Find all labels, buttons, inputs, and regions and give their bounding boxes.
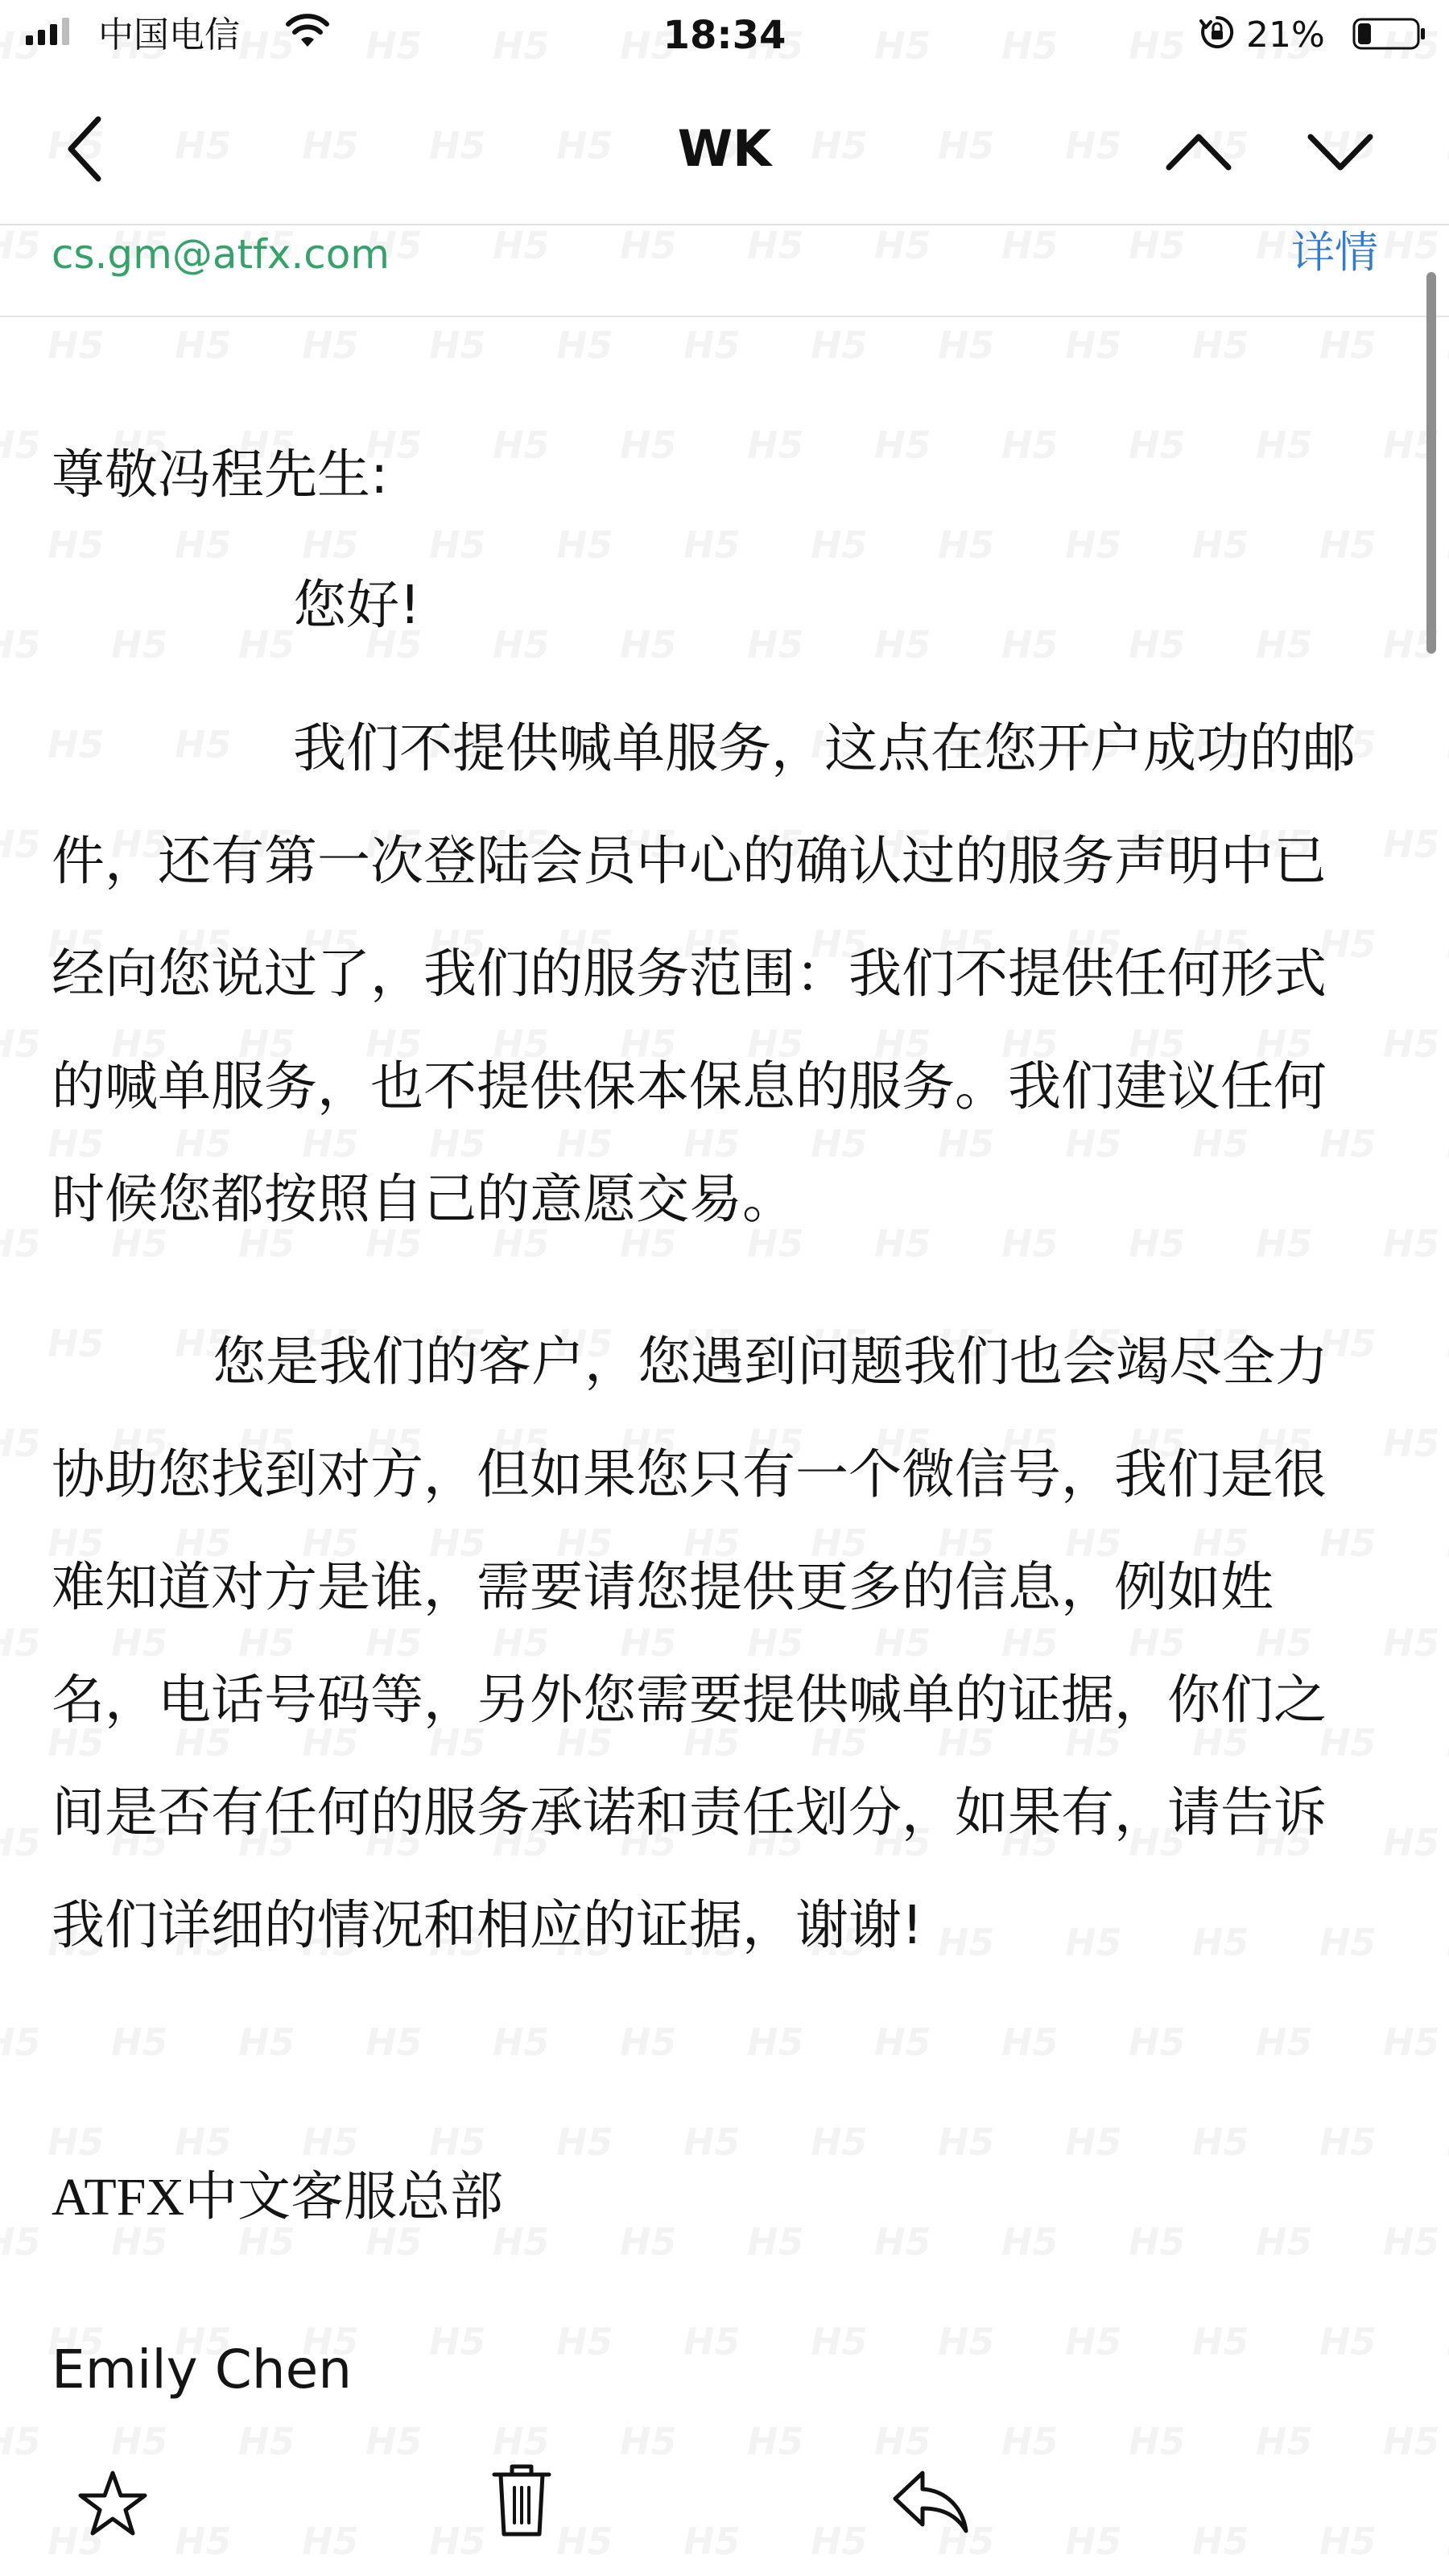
watermark-mark xyxy=(1383,1821,1440,1864)
watermark-mark xyxy=(175,324,232,367)
watermark-mark xyxy=(47,324,105,367)
watermark-mark xyxy=(0,224,41,267)
watermark-mark xyxy=(1383,823,1440,866)
salutation: 尊敬冯程先生: xyxy=(52,444,389,506)
battery-icon xyxy=(1352,18,1426,50)
body-paragraph-2: 您是我们的客户，您遇到问题我们也会竭尽全力协助您找到对方，但如果您只有一个微信号，我们是很难知道对方是谁，需要请您提供更多的信息，例如姓名，电话号码等，另外您需要提供喊单的证据，你们之间是否有任何的服务承诺和责任划分，如果有，请告诉我们详细的情况和相应的证据，谢谢! xyxy=(52,1331,1328,1956)
carrier-name: 中国电信 xyxy=(98,14,240,56)
watermark-mark xyxy=(0,623,41,667)
mail-body xyxy=(52,419,1368,1982)
watermark-mark xyxy=(1065,2120,1122,2164)
watermark-mark xyxy=(1001,2220,1059,2264)
trash-icon[interactable] xyxy=(489,2460,554,2539)
watermark-mark xyxy=(1001,224,1059,267)
watermark-mark xyxy=(747,2021,804,2064)
watermark-mark xyxy=(1319,324,1377,367)
watermark-mark xyxy=(0,1422,41,1465)
watermark-mark xyxy=(620,2021,677,2064)
status-bar xyxy=(0,0,1449,74)
watermark-mark xyxy=(747,2220,804,2264)
watermark-mark xyxy=(302,324,359,367)
watermark-mark xyxy=(1383,1022,1440,1066)
scrollbar[interactable] xyxy=(1426,272,1436,654)
watermark-mark xyxy=(874,2021,931,2064)
watermark-mark xyxy=(683,2120,741,2164)
sender-address[interactable]: cs.gm@atfx.com xyxy=(52,231,390,278)
bottom-toolbar xyxy=(0,2431,1449,2576)
watermark-mark xyxy=(811,324,868,367)
watermark-mark xyxy=(0,2021,41,2064)
watermark-mark xyxy=(938,324,995,367)
watermark-mark xyxy=(1001,2021,1059,2064)
star-icon[interactable] xyxy=(77,2468,148,2539)
watermark-mark xyxy=(1319,2320,1377,2363)
watermark-mark xyxy=(556,2320,613,2363)
watermark-mark xyxy=(1256,2021,1313,2064)
previous-chevron-up-icon[interactable] xyxy=(1162,119,1235,184)
watermark-mark xyxy=(0,1022,41,1066)
mail-navbar xyxy=(0,74,1449,225)
watermark-mark xyxy=(0,1621,41,1665)
watermark-mark xyxy=(811,2120,868,2164)
watermark-mark xyxy=(111,2021,168,2064)
battery-percentage: 21% xyxy=(1246,14,1325,56)
orientation-lock-icon xyxy=(1199,14,1235,50)
watermark-mark xyxy=(747,224,804,267)
watermark-mark xyxy=(238,2021,295,2064)
watermark-mark xyxy=(556,2120,613,2164)
watermark-mark xyxy=(429,324,486,367)
watermark-mark xyxy=(1383,2021,1440,2064)
watermark-mark xyxy=(1129,224,1186,267)
details-link[interactable]: 详情 xyxy=(1291,227,1378,278)
watermark-mark xyxy=(1319,2120,1377,2164)
watermark-mark xyxy=(1383,1621,1440,1665)
watermark-mark xyxy=(1383,1422,1440,1465)
watermark-mark xyxy=(0,1222,41,1265)
watermark-mark xyxy=(1065,324,1122,367)
watermark-mark xyxy=(0,1821,41,1864)
watermark-mark xyxy=(874,2220,931,2264)
reply-icon[interactable] xyxy=(890,2467,971,2536)
next-chevron-down-icon[interactable] xyxy=(1304,119,1377,184)
watermark-mark xyxy=(938,2320,995,2363)
watermark-mark xyxy=(874,224,931,267)
greeting-hello: 您好! xyxy=(293,574,421,636)
conversation-title: WK xyxy=(677,119,772,178)
watermark-mark xyxy=(556,324,613,367)
watermark-mark xyxy=(620,2220,677,2264)
watermark-mark xyxy=(1383,1222,1440,1265)
body-paragraph-1: 我们不提供喊单服务，这点在您开户成功的邮件，还有第一次登陆会员中心的确认过的服务声明中已经向您说过了，我们的服务范围：我们不提供任何形式的喊单服务，也不提供保本保息的服务。我们建议任何时候您都按照自己的意愿交易。 xyxy=(52,717,1356,1230)
watermark-mark xyxy=(429,2320,486,2363)
watermark-mark xyxy=(938,2120,995,2164)
watermark-mark xyxy=(365,2021,423,2064)
watermark-mark xyxy=(620,224,677,267)
watermark-mark xyxy=(683,324,741,367)
status-time: 18:34 xyxy=(663,13,786,58)
signature-name: Emily Chen xyxy=(52,2339,353,2401)
watermark-mark xyxy=(1383,224,1440,267)
watermark-mark xyxy=(1129,2220,1186,2264)
signature-organization: ATFX中文客服总部 xyxy=(52,2168,504,2227)
watermark-mark xyxy=(0,823,41,866)
sender-divider xyxy=(0,316,1449,317)
watermark-mark xyxy=(1192,324,1249,367)
watermark-mark xyxy=(0,2220,41,2264)
watermark-mark xyxy=(1192,2120,1249,2164)
watermark-mark xyxy=(1129,2021,1186,2064)
watermark-mark xyxy=(1256,2220,1313,2264)
watermark-mark xyxy=(1065,2320,1122,2363)
watermark-mark xyxy=(811,2320,868,2363)
watermark-mark xyxy=(683,2320,741,2363)
watermark-mark xyxy=(493,224,550,267)
watermark-mark xyxy=(1383,2220,1440,2264)
watermark-mark xyxy=(493,2021,550,2064)
watermark-mark xyxy=(0,423,41,467)
watermark-mark xyxy=(1192,2320,1249,2363)
